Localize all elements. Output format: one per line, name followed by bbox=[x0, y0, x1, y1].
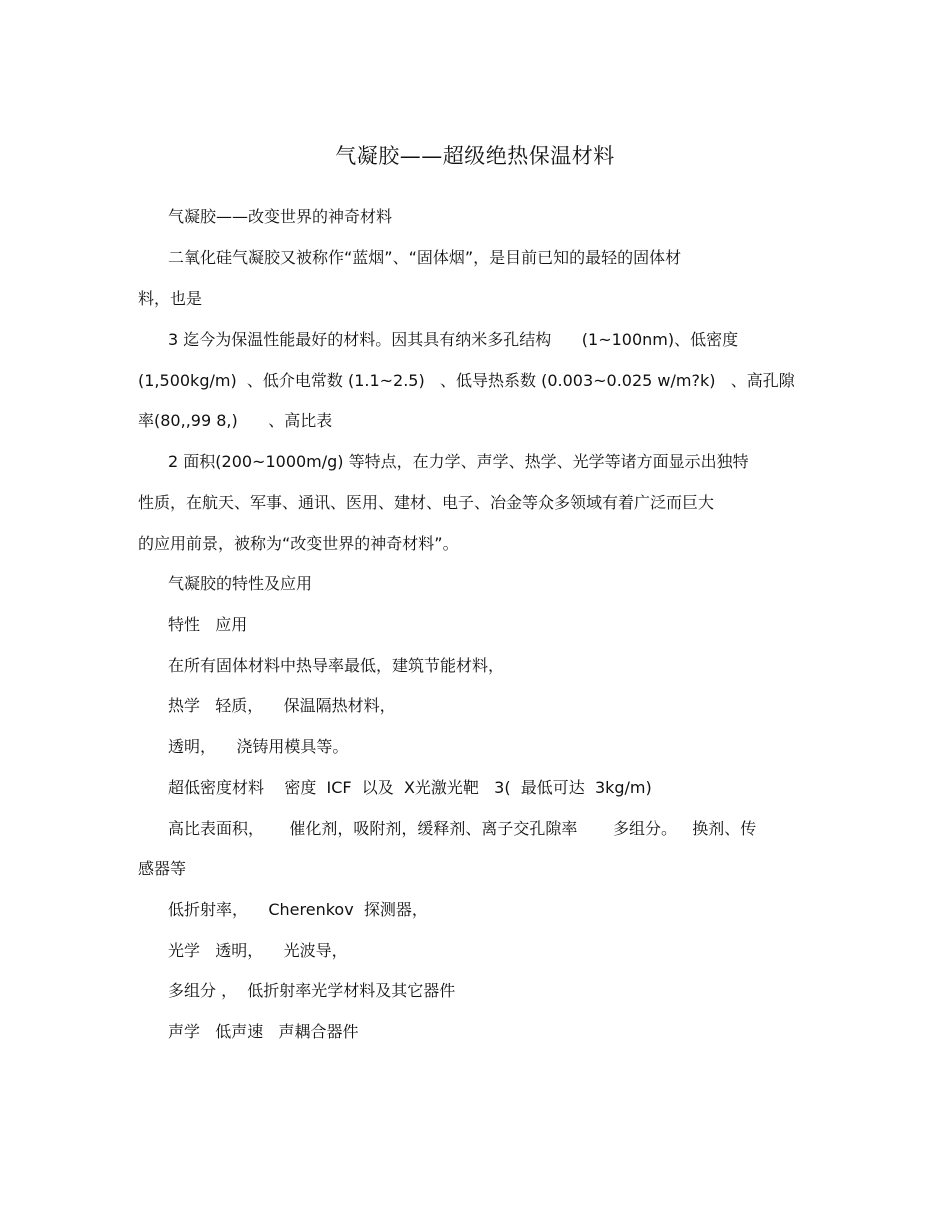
paragraph-line: (1,500kg/m) 、低介电常数 (1.1~2.5) 、低导热系数 (0.003~0.025 w/m?k) 、高孔隙 bbox=[138, 371, 795, 390]
document-title: 气凝胶——超级绝热保温材料 bbox=[335, 144, 615, 168]
paragraph-line: 2 面积(200~1000m/g) 等特点，在力学、声学、热学、光学等诸方面显示出独特 bbox=[168, 452, 749, 471]
paragraph-line: 气凝胶——改变世界的神奇材料 bbox=[168, 207, 393, 226]
table-line: 透明， 浇铸用模具等。 bbox=[168, 737, 349, 756]
table-line: 热学 轻质， 保温隔热材料， bbox=[168, 696, 396, 715]
paragraph-line: 二氧化硅气凝胶又被称作“蓝烟”、“固体烟”，是目前已知的最轻的固体材 bbox=[168, 248, 682, 267]
table-line: 感器等 bbox=[138, 859, 187, 878]
table-line: 超低密度材料 密度 ICF 以及 X光激光靶 3( 最低可达 3kg/m) bbox=[168, 778, 652, 797]
section-heading: 气凝胶的特性及应用 bbox=[168, 574, 313, 593]
paragraph-line: 料，也是 bbox=[138, 289, 203, 308]
table-line: 在所有固体材料中热导率最低，建筑节能材料， bbox=[168, 656, 505, 675]
table-line: 低折射率， Cherenkov 探测器， bbox=[168, 900, 428, 919]
paragraph-line: 的应用前景，被称为“改变世界的神奇材料”。 bbox=[138, 534, 459, 553]
table-line: 多组分 ， 低折射率光学材料及其它器件 bbox=[168, 981, 456, 1000]
paragraph-line: 率(80,,99 8,) 、高比表 bbox=[138, 411, 333, 430]
table-line: 高比表面积， 催化剂，吸附剂，缓释剂、离子交孔隙率 多组分。 换剂、传 bbox=[168, 819, 757, 838]
table-header-line: 特性 应用 bbox=[168, 615, 248, 634]
table-line: 光学 透明， 光波导， bbox=[168, 941, 348, 960]
table-line: 声学 低声速 声耦合器件 bbox=[168, 1022, 359, 1041]
paragraph-line: 性质，在航天、军事、通讯、医用、建材、电子、冶金等众多领域有着广泛而巨大 bbox=[138, 493, 715, 512]
paragraph-line: 3 迄今为保温性能最好的材料。因其具有纳米多孔结构 (1~100nm)、低密度 bbox=[168, 330, 739, 349]
